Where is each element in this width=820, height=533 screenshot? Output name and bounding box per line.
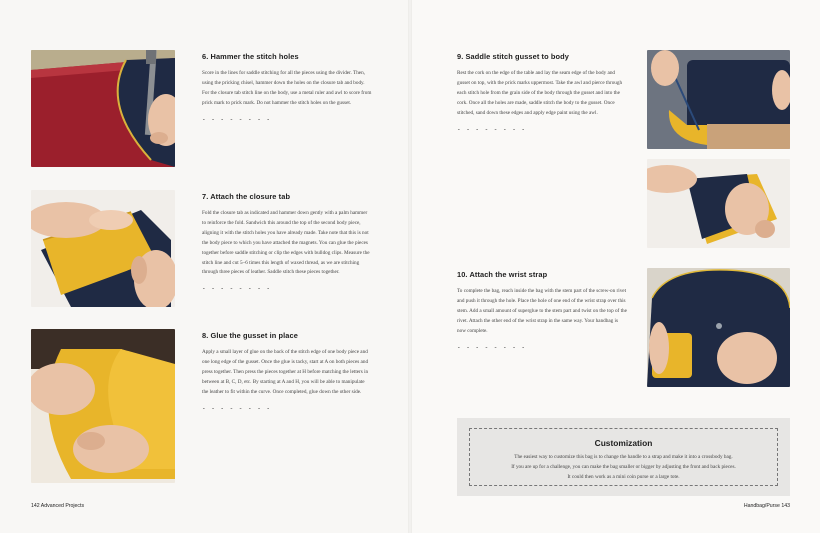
step-title: 6. Hammer the stitch holes (202, 52, 299, 61)
step-divider: - - - - - - - - (457, 125, 527, 133)
step-divider: - - - - - - - - (457, 343, 527, 351)
customization-line: If you are up for a challenge, you can make the bag smaller or bigger by adjusting the front and back pieces. (511, 464, 736, 470)
step-9 (457, 52, 627, 133)
attach-closure-tab-photo (31, 190, 175, 307)
step-title: 7. Attach the closure tab (202, 192, 291, 201)
attach-wrist-strap-photo (647, 268, 790, 387)
step-body: Rest the cork on the edge of the table and lay the seam edge of the body and gusset on top, with the prick marks uppermost. Take the awl and pierce through each stitch hole from the grain side of the body through the gusset and into the cork. Once all the holes are made, saddle stitch the body to the gusset. Once stitched, sand down these edges and apply edge paint using the awl. (457, 70, 623, 116)
step-title: 8. Glue the gusset in place (202, 331, 298, 340)
customization-line: The easiest way to customize this bag is to change the handle to a strap and make it into a crossbody bag. (514, 454, 733, 460)
step-8 (202, 331, 372, 412)
hammer-stitch-holes-photo (31, 50, 175, 167)
glue-gusset-photo (31, 329, 175, 483)
step-body: Fold the closure tab as indicated and hammer down gently with a palm hammer to reinforce the fold. Sandwich this around the top of the second body piece, aligning it with the stitch holes you have already made. Take note that this is not the body piece to which you have attached the magnets. You can glue the pieces together before saddle stitching or clip the edges with bulldog clips. Measure the stitch line and cut 5–6 times this length of waxed thread, as we are stitching through three pieces of leather. Saddle stitch these pieces together. (202, 210, 370, 276)
step-body: Apply a small layer of glue on the back of the stitch edge of one body piece and one long edge of the gusset. Once the glue is tacky, start at A on both pieces and press together. Then press the pieces together at H before matching the letters in between at B, C, D, etc. By starting at A and H, you will be able to manipulate the leather to fit within the curve. Once completed, glue down the other side. (202, 349, 369, 395)
customization-border (469, 428, 778, 486)
customization-line: It could then work as a mini coin purse or a large tote. (567, 474, 680, 480)
saddle-stitch-sewing-photo (647, 159, 790, 248)
book-gutter (408, 0, 412, 533)
step-title: 10. Attach the wrist strap (457, 270, 548, 279)
step-title: 9. Saddle stitch gusset to body (457, 52, 569, 61)
left-page-folio: 142 Advanced Projects (31, 503, 85, 509)
step-divider: - - - - - - - - (202, 285, 272, 293)
saddle-stitch-awl-photo (647, 50, 790, 149)
step-10 (457, 270, 627, 351)
customization-box (457, 418, 790, 496)
step-6 (202, 52, 372, 123)
step-body: Score in the lines for saddle stitching for all the pieces using the divider. Then, using the pricking chisel, hammer down the holes on the closure tab and body. For the closure tab stitch line on the body, use a metal ruler and awl to score from prick mark to prick mark. Do not hammer the stitch holes on the gusset. (202, 70, 372, 106)
step-divider: - - - - - - - - (202, 404, 272, 412)
step-divider: - - - - - - - - (202, 115, 272, 123)
customization-title: Customization (594, 438, 653, 448)
step-body: To complete the bag, reach inside the bag with the stem part of the screw-on rivet and push it through the hole. Place the hole of one end of the wrist strap over this stem. Add a small amount of superglue to the stem part and twist on the top of the rivet. Attach the other end of the wrist strap in the same way. Your handbag is now complete. (457, 288, 627, 334)
right-page-folio: Handbag/Purse 143 (743, 503, 790, 509)
step-7 (202, 192, 372, 292)
